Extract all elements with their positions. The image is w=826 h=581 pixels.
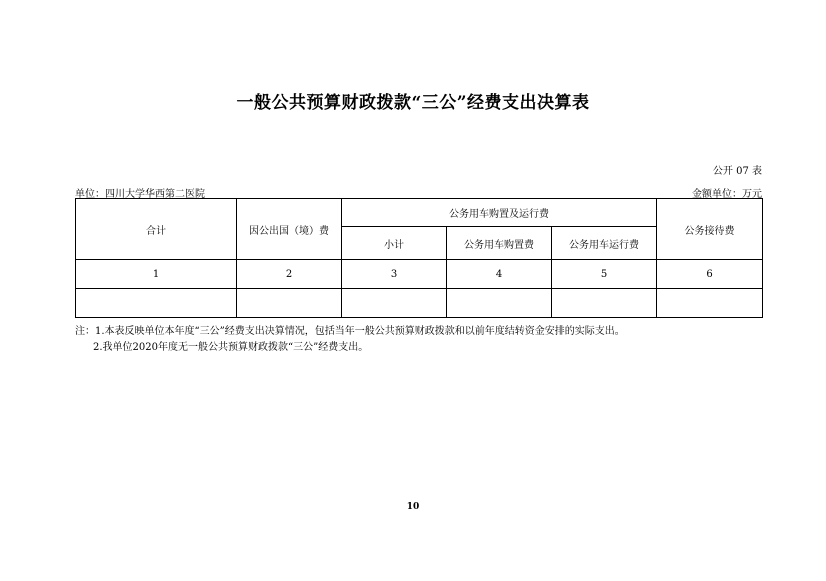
form-number: 公开 07 表 bbox=[712, 166, 762, 177]
header-vehicle-purchase: 公务用车购置费 bbox=[447, 227, 552, 260]
header-vehicle-operation: 公务用车运行费 bbox=[552, 227, 657, 260]
header-vehicle-group: 公务用车购置及运行费 bbox=[342, 199, 657, 227]
page-number: 10 bbox=[406, 502, 420, 512]
data-cell bbox=[552, 289, 657, 318]
reporting-unit: 单位：四川大学华西第二医院 bbox=[75, 189, 205, 200]
index-cell: 2 bbox=[237, 260, 342, 289]
currency-unit: 金额单位：万元 bbox=[692, 189, 762, 200]
index-cell: 3 bbox=[342, 260, 447, 289]
index-cell: 6 bbox=[657, 260, 763, 289]
data-row bbox=[76, 289, 763, 318]
header-total: 合计 bbox=[76, 199, 237, 260]
header-row-1 bbox=[76, 199, 763, 227]
note-1: 注：1.本表反映单位本年度“三公”经费支出决算情况，包括当年一般公共预算财政拨款和以前年度结转资金安排的实际支出。 bbox=[75, 326, 625, 337]
header-subtotal: 小计 bbox=[342, 227, 447, 260]
data-cell bbox=[447, 289, 552, 318]
index-cell: 1 bbox=[76, 260, 237, 289]
note-2: 2.我单位2020年度无一般公共预算财政拨款“三公”经费支出。 bbox=[93, 342, 369, 353]
index-row bbox=[76, 260, 763, 289]
index-cell: 5 bbox=[552, 260, 657, 289]
expenditure-table bbox=[75, 198, 763, 318]
header-reception: 公务接待费 bbox=[657, 199, 763, 260]
data-cell bbox=[76, 289, 237, 318]
index-cell: 4 bbox=[447, 260, 552, 289]
header-abroad: 因公出国（境）费 bbox=[237, 199, 342, 260]
data-cell bbox=[237, 289, 342, 318]
data-cell bbox=[657, 289, 763, 318]
page-title: 一般公共预算财政拨款“三公”经费支出决算表 bbox=[236, 93, 590, 113]
data-cell bbox=[342, 289, 447, 318]
